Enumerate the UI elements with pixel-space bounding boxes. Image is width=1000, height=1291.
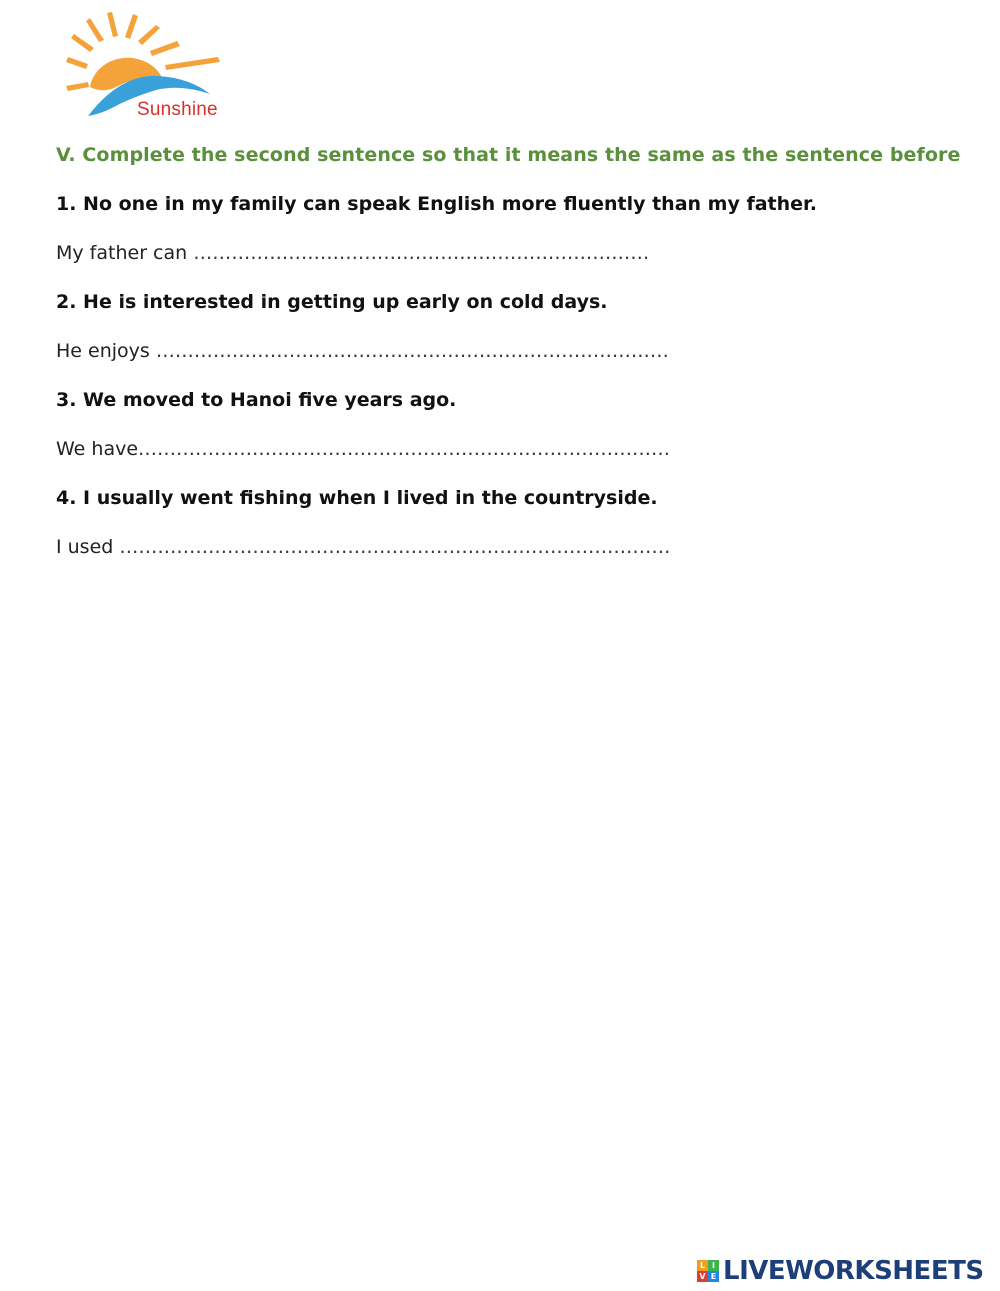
liveworksheets-badge-icon [697, 1260, 719, 1282]
badge-letter: E [708, 1271, 719, 1282]
logo-text: Sunshine [137, 99, 218, 120]
answer-line-4[interactable] [56, 536, 670, 558]
question-2: 2. He is interested in getting up early on cold days. [56, 291, 608, 313]
sunshine-logo [60, 12, 225, 124]
answer-line-2[interactable] [56, 340, 669, 362]
liveworksheets-brand: LIVEWORKSHEETS [723, 1256, 984, 1286]
answer-blank[interactable]: ………………………………………………………………………… [138, 438, 671, 460]
question-4: 4. I usually went fishing when I lived in the countryside. [56, 487, 658, 509]
answer-blank[interactable]: …………………………………………………………………………… [119, 536, 671, 558]
answer-line-3[interactable] [56, 438, 670, 460]
answer-blank[interactable]: ……………………………………………………………………… [155, 340, 669, 362]
badge-letter: L [697, 1260, 708, 1271]
answer-prefix: We have [56, 438, 139, 460]
answer-prefix: I used [56, 536, 120, 558]
liveworksheets-logo [697, 1256, 984, 1286]
question-1: 1. No one in my family can speak English more fluently than my father. [56, 193, 817, 215]
badge-letter: I [708, 1260, 719, 1271]
answer-prefix: He enjoys [56, 340, 156, 362]
exercise-heading: V. Complete the second sentence so that it means the same as the sentence before [56, 144, 961, 166]
answer-prefix: My father can [56, 242, 194, 264]
question-3: 3. We moved to Hanoi five years ago. [56, 389, 457, 411]
answer-blank[interactable]: ……………………………………………………………… [193, 242, 650, 264]
answer-line-1[interactable] [56, 242, 649, 264]
badge-letter: V [697, 1271, 708, 1282]
